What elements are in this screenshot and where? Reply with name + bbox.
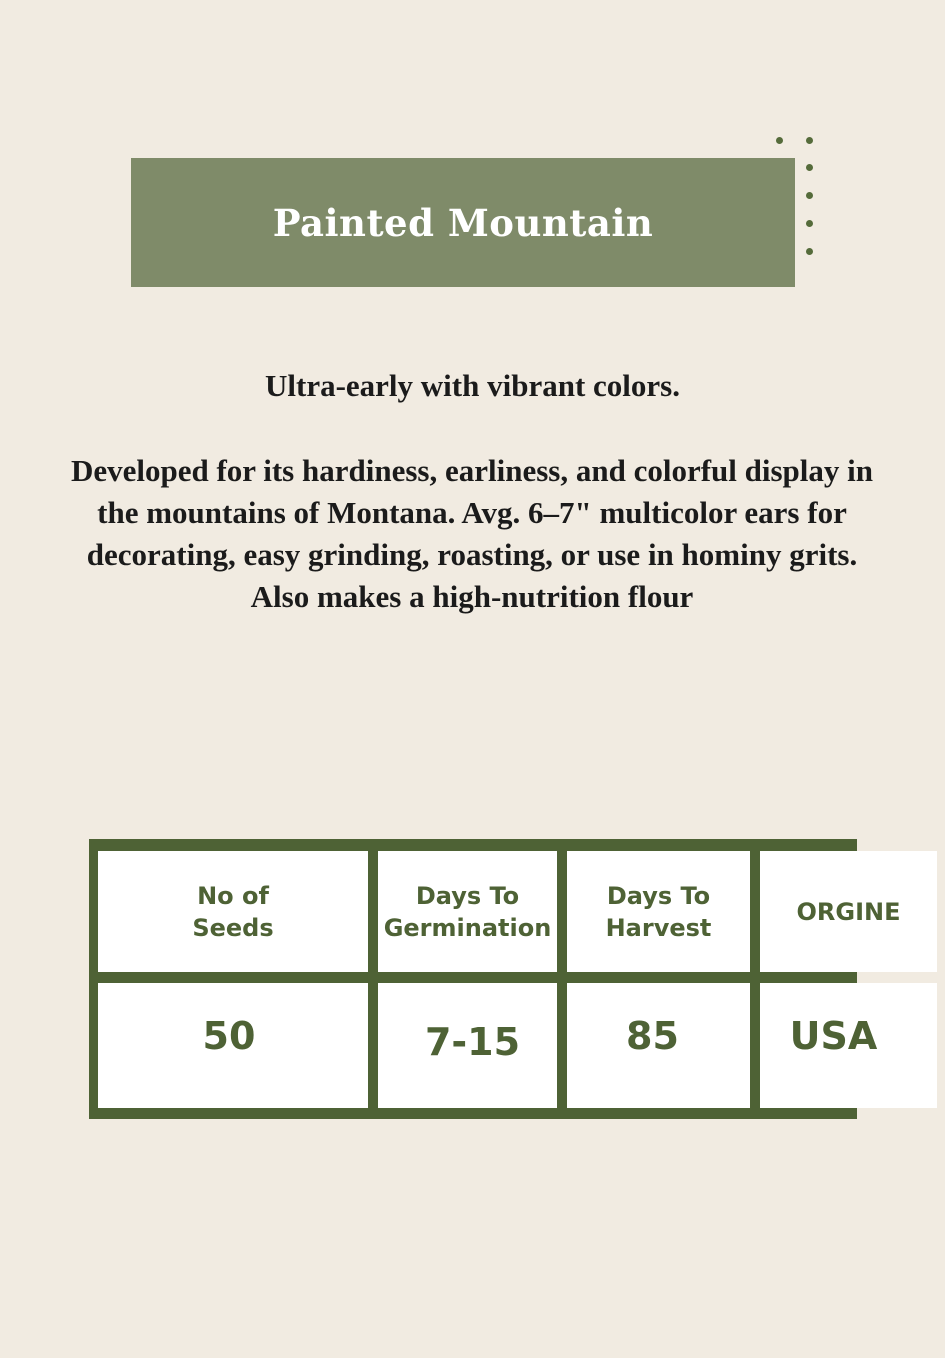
tagline: Ultra-early with vibrant colors. <box>265 368 680 403</box>
value-seeds-text: 50 <box>202 1013 256 1058</box>
description: Developed for its hardiness, earliness, and colorful display in the mountains of Montana. Avg. 6–7" multicolor ears for decorating, easy grinding, roasting, or use in hominy grits. Also makes a high-nutrition flour <box>70 453 874 614</box>
header-seeds <box>98 851 368 972</box>
value-origin-text: USA <box>789 1013 878 1058</box>
value-germination-text: 7-15 <box>424 1019 521 1064</box>
header-germination <box>378 851 557 972</box>
header-seeds-label: No of Seeds <box>192 881 274 942</box>
header-origin <box>760 851 937 972</box>
value-germination <box>378 983 557 1108</box>
header-germination-label: Days To Germination <box>383 881 552 942</box>
value-harvest <box>567 983 750 1108</box>
header-origin-label: ORGINE <box>796 897 901 926</box>
value-seeds <box>98 983 368 1108</box>
dot <box>806 192 813 199</box>
dot <box>776 137 783 144</box>
dot <box>806 220 813 227</box>
value-harvest-text: 85 <box>626 1013 679 1058</box>
value-origin <box>760 983 937 1108</box>
dot <box>806 248 813 255</box>
dot <box>806 164 813 171</box>
spec-table <box>89 839 901 1119</box>
header-harvest-label: Days To Harvest <box>605 881 712 942</box>
header-harvest <box>567 851 750 972</box>
dot <box>806 137 813 144</box>
page-title: Painted Mountain <box>272 200 654 245</box>
title-banner <box>131 158 795 287</box>
